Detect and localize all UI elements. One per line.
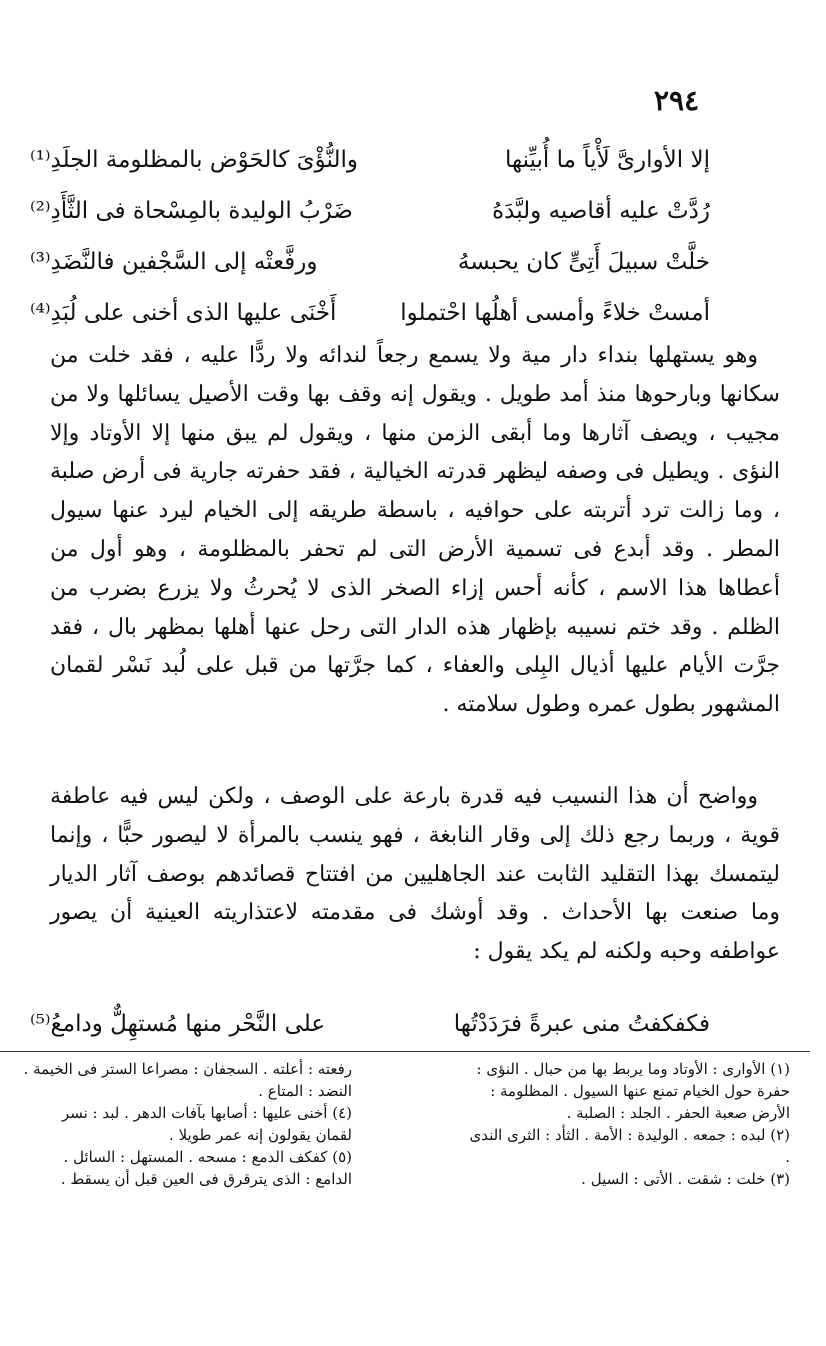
verse-line	[30, 191, 710, 231]
footnotes-right-column	[460, 1058, 790, 1190]
verse-first-hemistich: أمستْ خلاءً وأمسى أهلُها احْتملوا	[400, 300, 710, 326]
verse-second-hemistich: ورفَّعتْه إلى السَّجْفين فالنَّضَدِ⁽³⁾	[30, 249, 318, 275]
paragraph-text: وهو يستهلها بنداء دار مية ولا يسمع رجعاً لندائه ولا ردًّا عليه ، فقد خلت من سكانها وبارحوها منذ أمد طويل . ويقول إنه وقف بها وقت الأصيل يسائلها ولا من مجيب ، ويصف آثارها وما أبقى الزمن منها ، ويقول لم يبق منها إلا الأوتاد وإلا النؤى . ويطيل فى وصفه ليظهر قدرته الخيالية ، فقد حفرته جارية فى أرض صلبة ، وما زالت ترد أتربته على حوافيه ، باسطة طريقه إلى الخيام ليرد عنها سيول المطر . وقد أبدع فى تسمية الأرض التى لم تحفر بالمظلومة ، وهو أول من أعطاها هذا الاسم ، كأنه أحس إزاء الصخر الذى لا يُحرثُ ولا يزرع بضرب من الظلم . وقد ختم نسيبه بإظهار هذه الدار التى رحل عنها أهلها بمظهر بال ، فقد جرَّت الأيام عليها أذيال البِلى والعفاء ، كما جرَّتها من قبل على لُبد نَسْر لقمان المشهور بطول عمره وطول سلامته .	[50, 343, 780, 718]
paragraph-text: وواضح أن هذا النسيب فيه قدرة بارعة على الوصف ، ولكن ليس فيه عاطفة قوية ، وربما رجع ذلك إلى وقار النابغة ، فهو ينسب بالمرأة لا ليصور حبًّا ، وإنما ليتمسك بهذا التقليد الثابت عند الجاهليين من افتتاح قصائدهم بوصف آثار الديار وما صنعت بها الأحداث . وقد أوشك فى مقدمته لاعتذاريته العينية أن يصور عواطفه وحبه ولكنه لم يكد يقول :	[50, 784, 780, 965]
verse-line	[30, 293, 710, 333]
footnote: (٣) خلت : شقت . الأتى : السيل .	[581, 1170, 790, 1188]
verse-second-hemistich: على النَّحْر منها مُستهِلٌّ ودامعُ⁽⁵⁾	[30, 1011, 326, 1037]
verse-line	[30, 242, 710, 282]
verse-second-hemistich: أَخْنَى عليها الذى أخنى على لُبَدِ⁽⁴⁾	[30, 300, 337, 326]
verse-second-hemistich: ضَرْبُ الوليدة بالمِسْحاة فى الثَّأَدِ⁽²⁾	[30, 198, 353, 224]
paragraph	[50, 778, 780, 972]
verse-first-hemistich: رُدَّتْ عليه أقاصيه ولبَّدَهُ	[492, 198, 710, 224]
footnote: (٤) أخنى عليها : أصابها بآفات الدهر . لبد : نسر لقمان يقولون إنه عمر طويلا .	[61, 1104, 352, 1144]
verse-line	[30, 140, 710, 180]
verse-first-hemistich: خلَّتْ سبيلَ أَتِىٍّ كان يحبسهُ	[457, 249, 710, 275]
verse-line	[30, 1004, 710, 1044]
footnote: (٥) كفكف الدمع : مسحه . المستهل : السائل . الدامع : الذى يترقرق فى العين قبل أن يسقط .	[60, 1148, 352, 1188]
footnote-divider	[0, 1051, 810, 1053]
paragraph	[50, 337, 780, 725]
verse-second-hemistich: والنُّؤْىَ كالحَوْض بالمظلومة الجلَدِ⁽¹⁾	[30, 147, 358, 173]
footnotes-left-column	[22, 1058, 352, 1190]
verse-first-hemistich: إلا الأوارىَّ لَأْياً ما أُبيِّنها	[504, 147, 710, 173]
verse-first-hemistich: فكفكفتُ منى عبرةً فرَدَدْتُها	[453, 1011, 710, 1037]
page-number: ٢٩٤	[654, 84, 700, 117]
footnote: (١) الأوارى : الأوتاد وما يربط بها من حبال . النؤى : حفرة حول الخيام تمنع عنها السيول . المظلومة : الأرض صعبة الحفر . الجلد : الصلبة .	[476, 1060, 790, 1122]
footnote: (٢) لبده : جمعه . الوليدة : الأمة . الثأد : الثرى الندى .	[469, 1126, 790, 1166]
footnote: رفعته : أعلته . السجفان : مصراعا الستر فى الخيمة . النضد : المتاع .	[23, 1060, 352, 1100]
